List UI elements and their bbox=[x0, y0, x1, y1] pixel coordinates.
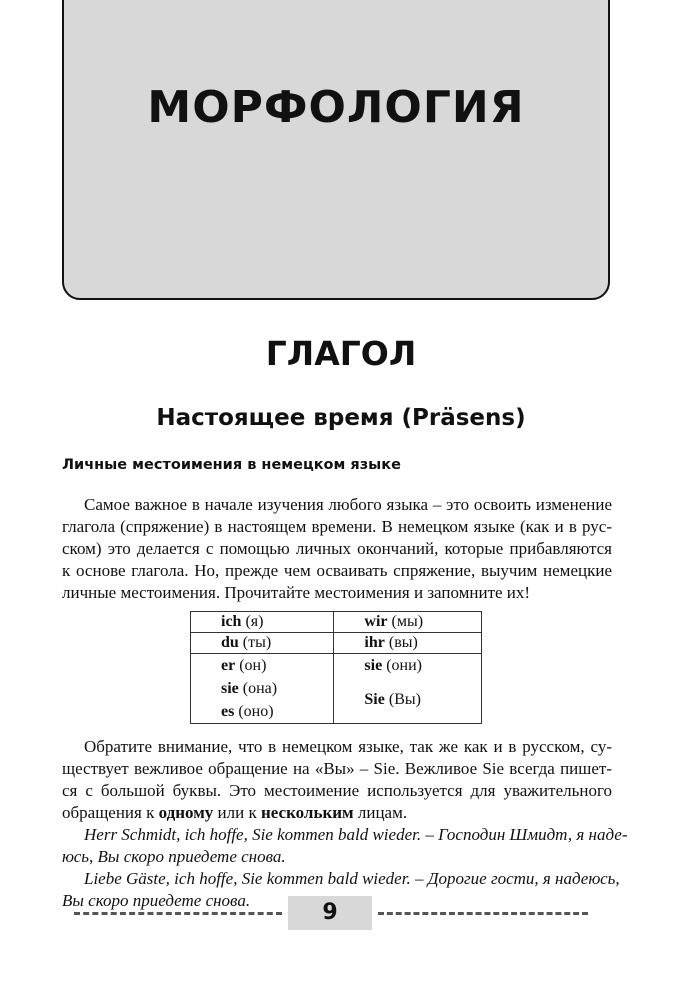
table-row bbox=[191, 654, 482, 724]
note-paragraph bbox=[62, 736, 628, 912]
table-cell: ich (я) bbox=[191, 612, 334, 633]
text-line: ском) это делается с помощью личных окончаний, которые прибавляются bbox=[62, 539, 612, 558]
text-line: Самое важное в начале изучения любого языка – это освоить изменение bbox=[84, 495, 612, 514]
page-number: 9 bbox=[288, 896, 372, 930]
subheading: Личные местоимения в немецком языке bbox=[62, 457, 401, 473]
text-line: личные местоимения. Прочитайте местоимения и запомните их! bbox=[62, 583, 531, 602]
table-cell: ihr (вы) bbox=[334, 633, 482, 654]
table-row bbox=[191, 612, 482, 633]
example-line: Herr Schmidt, ich hoffe, Sie kommen bald wieder. – Господин Шмидт, я наде- bbox=[84, 825, 628, 844]
text-line: ся с большой буквы. Это местоимение используется для уважительного bbox=[62, 781, 612, 800]
text-line: Обратите внимание, что в немецком языке, так же как и в русском, су- bbox=[84, 737, 612, 756]
example-line: Вы скоро приедете снова. bbox=[62, 891, 251, 910]
table-cell: sie (они) Sie (Вы) bbox=[334, 654, 482, 724]
text-line: обращения к одному или к нескольким лицам. bbox=[62, 803, 408, 822]
table-cell: du (ты) bbox=[191, 633, 334, 654]
subsection-title: Настоящее время (Präsens) bbox=[156, 405, 526, 431]
table-row bbox=[191, 633, 482, 654]
chapter-title: МОРФОЛОГИЯ bbox=[147, 82, 525, 133]
example-line: юсь, Вы скоро приедете снова. bbox=[62, 847, 286, 866]
text-line: ществует вежливое обращение на «Вы» – Sie. Вежливое Sie всегда пишет- bbox=[62, 759, 612, 778]
text-line: к основе глагола. Но, прежде чем осваивать спряжение, выучим немецкие bbox=[62, 561, 612, 580]
chapter-header-box bbox=[62, 0, 610, 300]
table-cell: wir (мы) bbox=[334, 612, 482, 633]
section-title: ГЛАГОЛ bbox=[265, 334, 417, 373]
footer-dashed-rule bbox=[74, 912, 282, 915]
pronoun-table bbox=[190, 611, 482, 724]
text-line: глагола (спряжение) в настоящем времени. В немецком языке (как и в рус- bbox=[62, 517, 612, 536]
example-line: Liebe Gäste, ich hoffe, Sie kommen bald wieder. – Дорогие гости, я надеюсь, bbox=[84, 869, 620, 888]
footer-dashed-rule bbox=[378, 912, 588, 915]
table-cell: er (он) sie (она) es (оно) bbox=[191, 654, 334, 724]
intro-paragraph bbox=[62, 494, 612, 604]
